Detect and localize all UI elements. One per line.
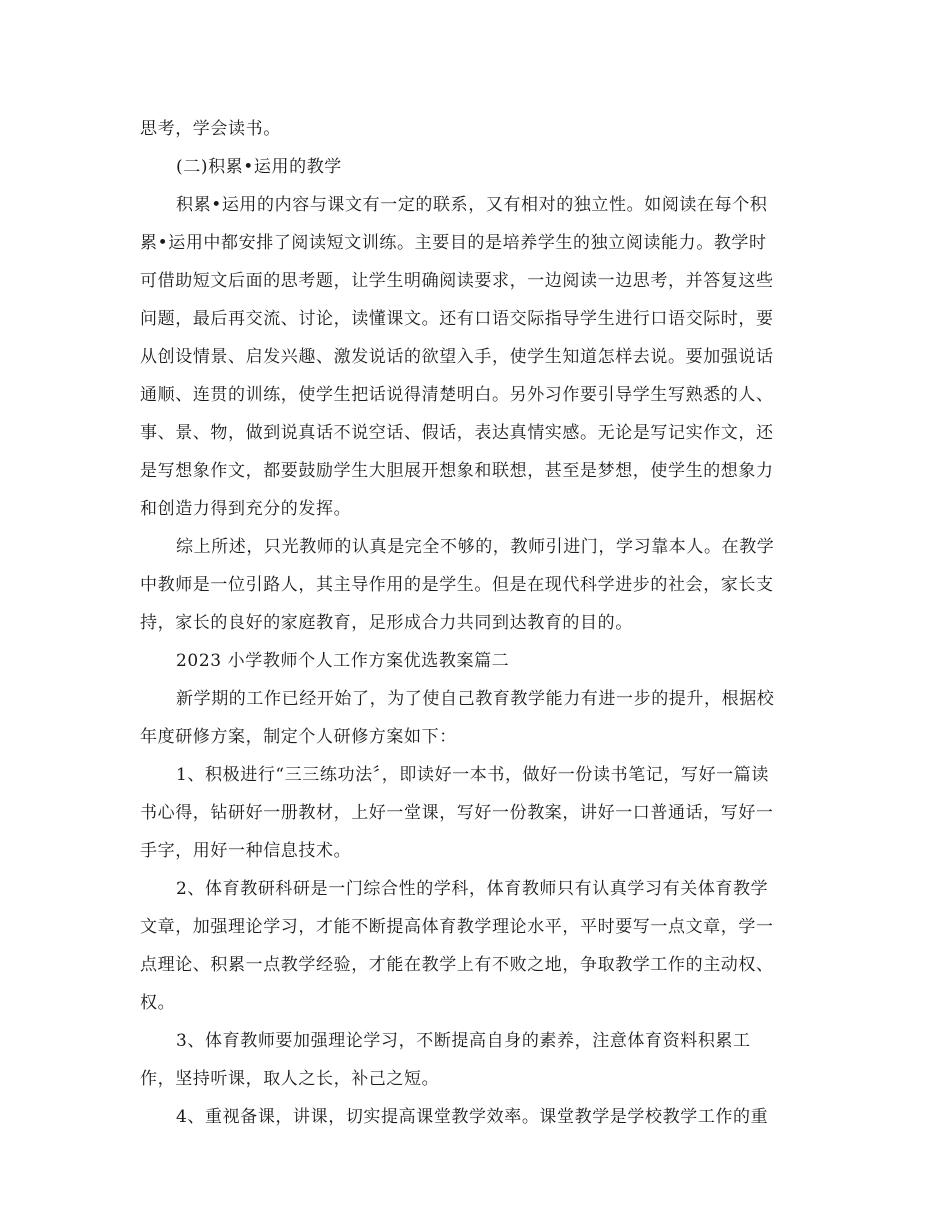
text-line: 点理论、积累一点教学经验，才能在教学上有不败之地，争取教学工作的主动权、: [140, 955, 774, 975]
section-heading: (二)积累•运用的教学: [176, 157, 342, 177]
text-line: 事、景、物，做到说真话不说空话、假话，表达真情实感。无论是写记实作文，还: [140, 423, 774, 443]
text-line: 2、体育教研科研是一门综合性的学科，体育教师只有认真学习有关体育教学: [176, 879, 769, 899]
text-line: 权。: [140, 993, 176, 1013]
text-line: 问题，最后再交流、讨论，读懂课文。还有口语交际指导学生进行口语交际时，要: [140, 309, 774, 329]
text-line: 积累•运用的内容与课文有一定的联系，又有相对的独立性。如阅读在每个积: [176, 195, 768, 215]
text-line: 中教师是一位引路人，其主导作用的是学生。但是在现代科学进步的社会，家长支: [140, 575, 774, 595]
text-line: 持，家长的良好的家庭教育，足形成合力共同到达教育的目的。: [140, 613, 633, 633]
text-line: 累•运用中都安排了阅读短文训练。主要目的是培养学生的独立阅读能力。教学时: [140, 233, 767, 253]
text-line: 思考，学会读书。: [140, 119, 281, 139]
text-line: 3、体育教师要加强理论学习，不断提高自身的素养，注意体育资料积累工: [176, 1031, 751, 1051]
text-line: 是写想象作文，都要鼓励学生大胆展开想象和联想，甚至是梦想，使学生的想象力: [140, 461, 774, 481]
text-line: 综上所述，只光教师的认真是完全不够的，教师引进门，学习靠本人。在教学: [176, 537, 775, 557]
text-line: 4、重视备课，讲课，切实提高课堂教学效率。课堂教学是学校教学工作的重: [176, 1107, 769, 1127]
text-line: 年度研修方案，制定个人研修方案如下：: [140, 727, 457, 747]
text-line: 1、积极进行“三三练功法〞，即读好一本书，做好一份读书笔记，写好一篇读: [176, 765, 770, 785]
text-line: 手字，用好一种信息技术。: [140, 841, 352, 861]
text-line: 通顺、连贯的训练，使学生把话说得清楚明白。另外习作要引导学生写熟悉的人、: [140, 385, 774, 405]
text-line: 作，坚持听课，取人之长，补己之短。: [140, 1069, 440, 1089]
text-line: 和创造力得到充分的发挥。: [140, 499, 352, 519]
text-line: 可借助短文后面的思考题，让学生明确阅读要求，一边阅读一边思考，并答复这些: [140, 271, 774, 291]
text-line: 新学期的工作已经开始了，为了使自己教育教学能力有进一步的提升，根据校: [176, 689, 775, 709]
text-line: 文章，加强理论学习，才能不断提高体育教学理论水平，平时要写一点文章，学一: [140, 917, 774, 937]
section-heading: 2023 小学教师个人工作方案优选教案篇二: [176, 651, 510, 671]
text-line: 书心得，钻研好一册教材，上好一堂课，写好一份教案，讲好一口普通话，写好一: [140, 803, 774, 823]
text-line: 从创设情景、启发兴趣、激发说话的欲望入手，使学生知道怎样去说。要加强说话: [140, 347, 774, 367]
